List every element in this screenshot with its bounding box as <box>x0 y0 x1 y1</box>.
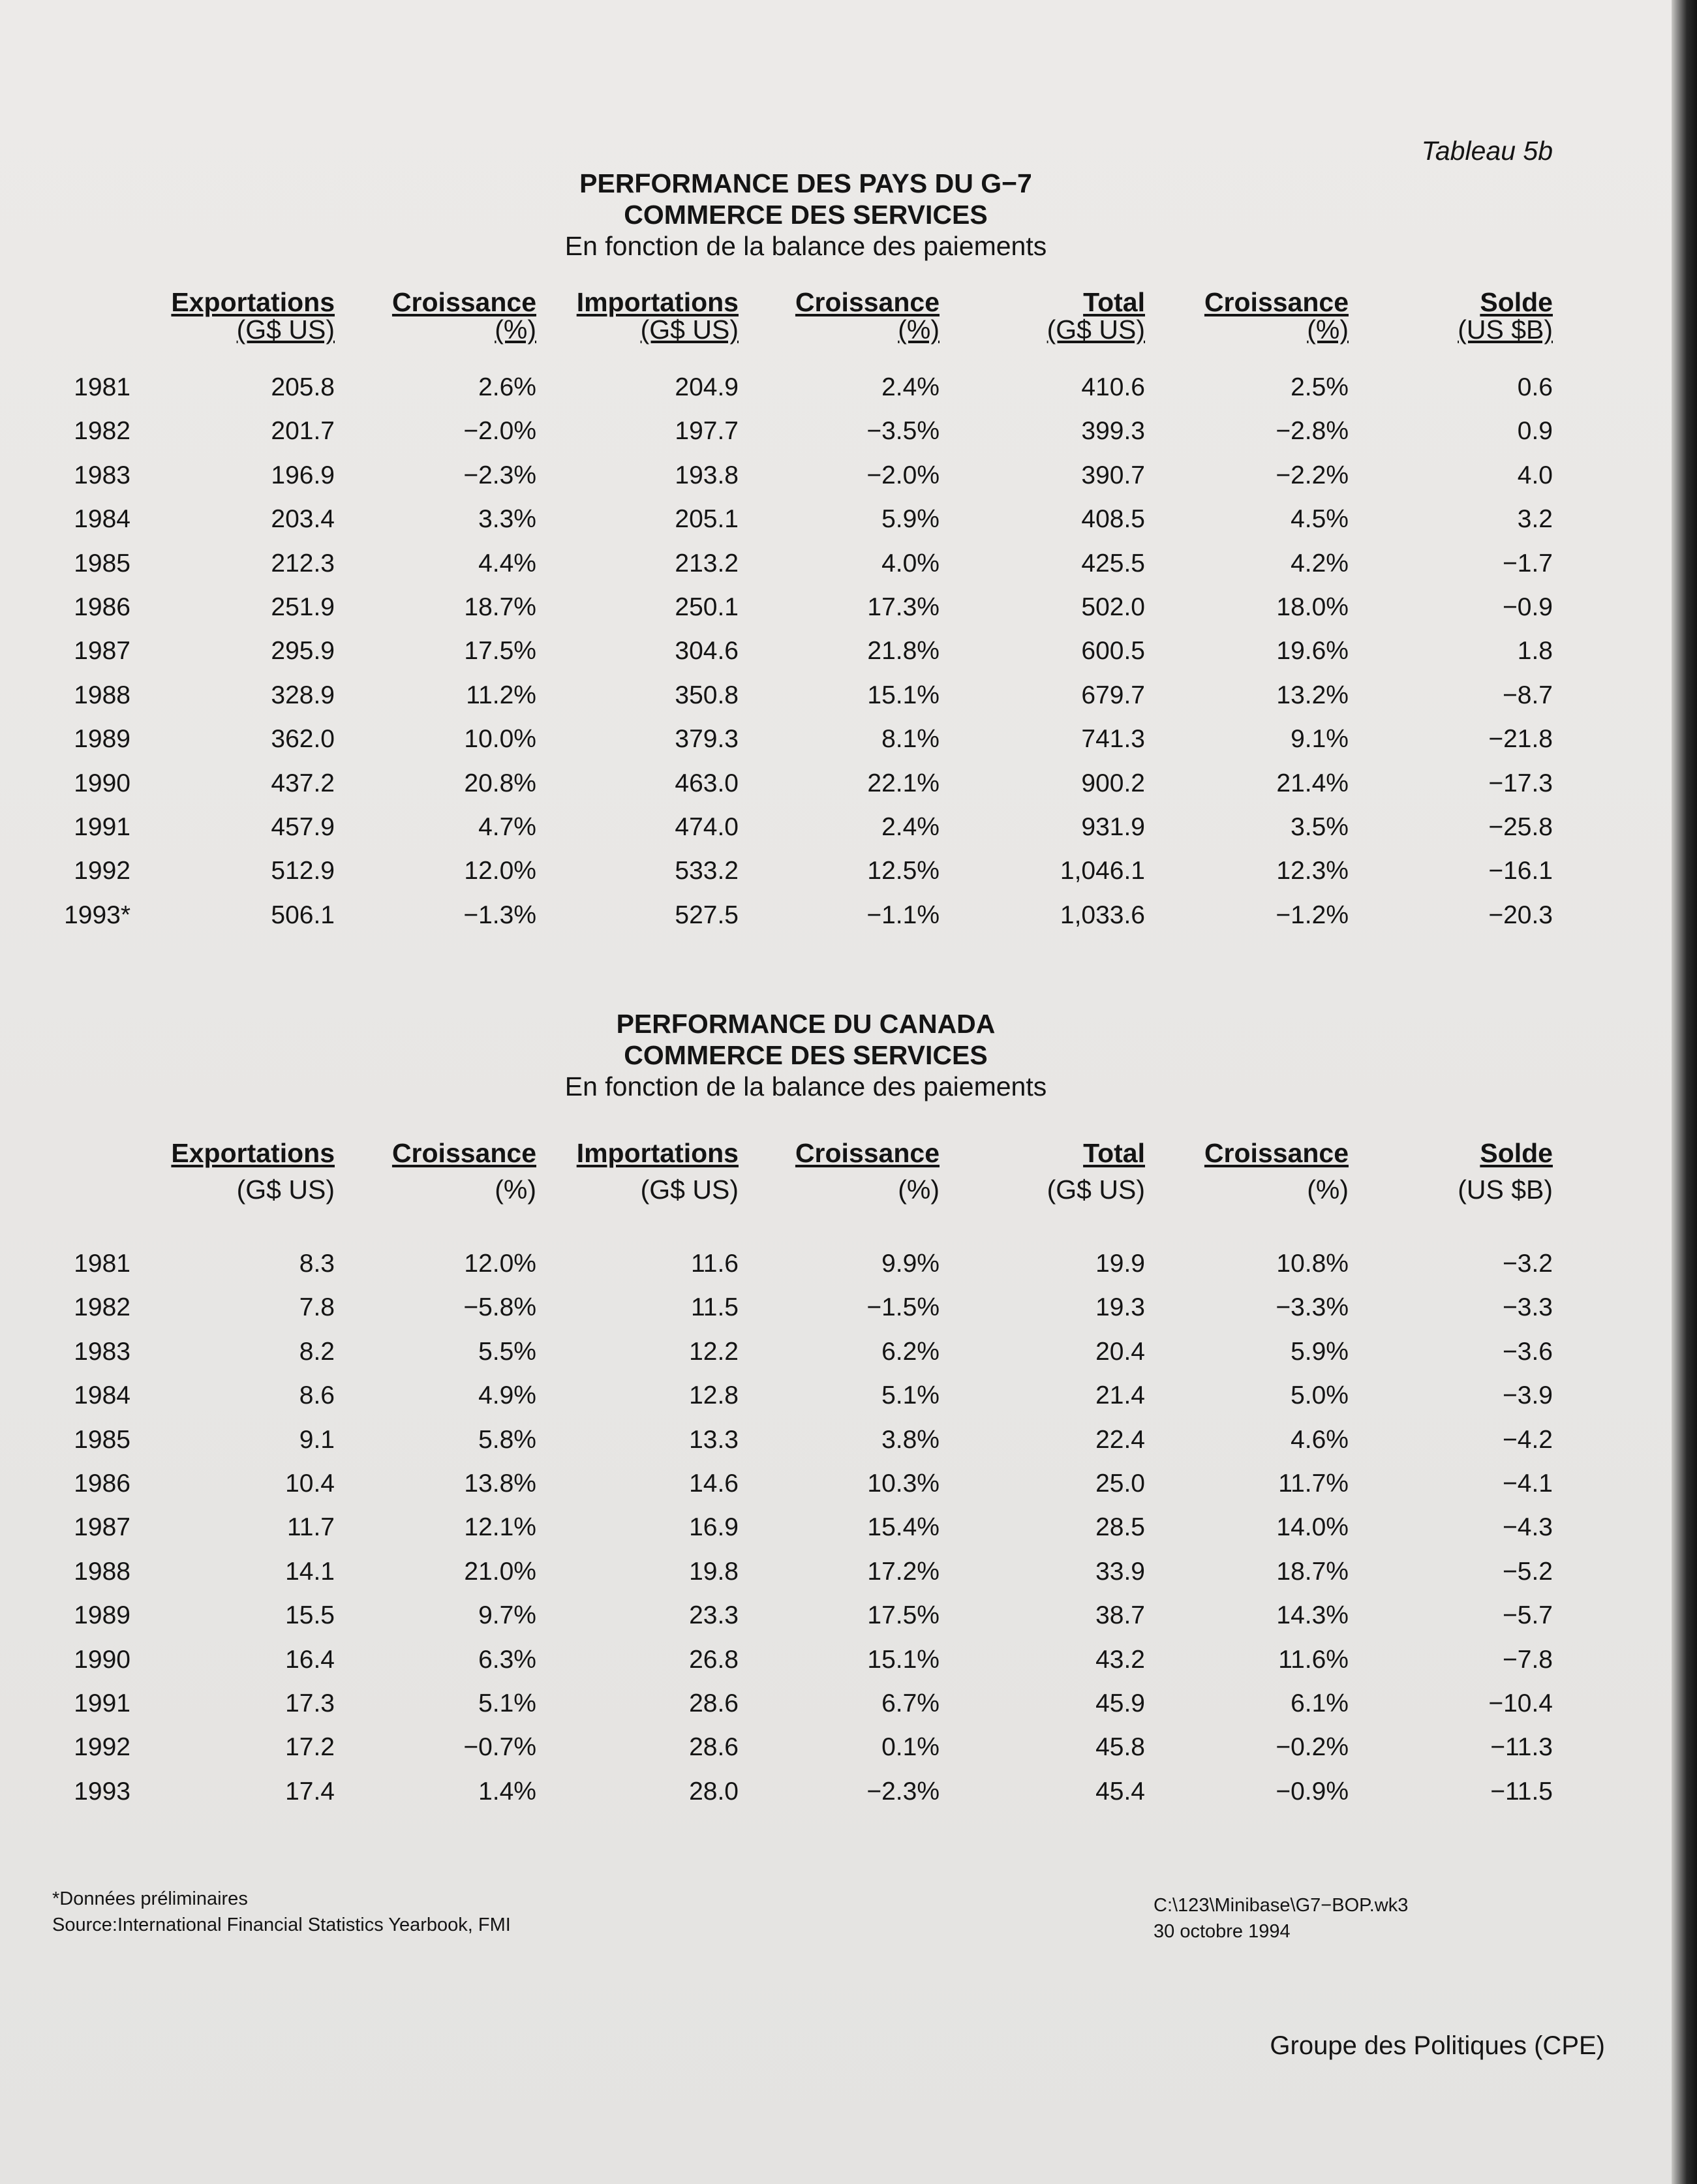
table-cell: −3.3 <box>1503 1293 1553 1322</box>
table-cell: −21.8 <box>1488 725 1553 754</box>
table-cell: 6.1% <box>1291 1689 1349 1717</box>
table-cell: 20.8% <box>464 769 536 797</box>
table-cell: 19.9 <box>1095 1250 1145 1278</box>
row-year: 1992 <box>74 1733 130 1762</box>
g7-col-unit: (US $B) <box>1458 315 1553 345</box>
table-cell: 527.5 <box>675 900 739 929</box>
table-cell: 4.7% <box>478 813 536 841</box>
table-cell: 17.3% <box>867 593 940 621</box>
table-cell: 205.1 <box>675 505 739 534</box>
table-cell: 362.0 <box>271 725 335 754</box>
preliminary-note: *Données préliminaires <box>52 1888 248 1909</box>
table-cell: −4.1 <box>1503 1469 1553 1498</box>
table-cell: 5.5% <box>478 1337 536 1366</box>
row-year: 1984 <box>74 505 130 534</box>
table-row <box>0 1469 1631 1509</box>
table-cell: 8.6 <box>299 1381 335 1410</box>
table-cell: 11.7 <box>286 1513 335 1542</box>
g7-col-label: Exportations <box>171 287 335 317</box>
table-cell: −11.3 <box>1490 1733 1553 1762</box>
table-cell: 10.4 <box>285 1469 335 1498</box>
table-cell: 295.9 <box>271 637 335 666</box>
table-cell: 11.6% <box>1278 1645 1349 1674</box>
canada-col-unit: (%) <box>1307 1175 1349 1205</box>
canada-col-label: Croissance <box>391 1138 536 1168</box>
g7-col-label: Croissance <box>391 287 536 317</box>
table-cell: 9.9% <box>881 1250 940 1278</box>
table-cell: 12.2 <box>689 1337 739 1366</box>
table-cell: 205.8 <box>271 373 335 401</box>
table-row <box>0 681 1631 720</box>
table-cell: 213.2 <box>675 549 739 577</box>
file-block <box>1154 1892 1408 1945</box>
canada-col-header <box>731 1138 940 1205</box>
table-cell: 11.2% <box>466 681 536 709</box>
g7-title: PERFORMANCE DES PAYS DU G−7 <box>579 168 1032 198</box>
table-cell: 6.7% <box>881 1689 940 1717</box>
row-year: 1983 <box>74 1337 130 1366</box>
table-cell: 2.6% <box>478 373 536 401</box>
table-cell: −2.0% <box>463 417 536 446</box>
table-cell: 1,046.1 <box>1060 857 1145 885</box>
table-cell: 193.8 <box>675 461 739 489</box>
g7-col-label: Importations <box>576 287 739 317</box>
table-cell: 15.5 <box>285 1601 335 1630</box>
table-cell: 3.5% <box>1291 813 1349 841</box>
table-cell: 14.6 <box>689 1469 739 1498</box>
table-tag: Tableau 5b <box>1421 136 1553 166</box>
canada-col-header <box>1344 1138 1553 1205</box>
file-date: 30 octobre 1994 <box>1154 1921 1291 1942</box>
canada-col-unit: (%) <box>898 1175 940 1205</box>
table-cell: −5.7 <box>1503 1601 1553 1630</box>
table-cell: −5.8% <box>463 1293 536 1322</box>
table-cell: −10.4 <box>1488 1689 1553 1717</box>
table-cell: 12.8 <box>689 1381 739 1410</box>
row-year: 1987 <box>74 637 130 666</box>
canada-title: PERFORMANCE DU CANADA <box>616 1009 996 1039</box>
table-cell: 16.4 <box>285 1645 335 1674</box>
table-cell: −3.3% <box>1276 1293 1349 1322</box>
row-year: 1982 <box>74 1293 130 1322</box>
table-cell: 502.0 <box>1081 593 1145 621</box>
row-year: 1986 <box>74 593 130 621</box>
canada-col-header <box>530 1138 739 1205</box>
table-cell: 26.8 <box>689 1645 739 1674</box>
table-cell: 21.0% <box>464 1557 536 1586</box>
table-cell: 390.7 <box>1081 461 1145 489</box>
table-cell: 18.7% <box>1276 1557 1349 1586</box>
table-cell: −11.5 <box>1490 1777 1553 1806</box>
g7-heading <box>0 168 1612 262</box>
file-path: C:\123\Minibase\G7−BOP.wk3 <box>1154 1895 1409 1916</box>
row-year: 1990 <box>74 1645 130 1674</box>
table-cell: 0.1% <box>881 1733 940 1762</box>
canada-col-label: Solde <box>1480 1138 1553 1168</box>
table-cell: 20.4 <box>1095 1337 1145 1366</box>
row-year: 1989 <box>74 725 130 754</box>
g7-subtitle: En fonction de la balance des paiements <box>564 231 1047 261</box>
table-cell: 11.7% <box>1278 1469 1349 1498</box>
table-row <box>0 1689 1631 1729</box>
table-cell: 17.5% <box>867 1601 940 1630</box>
table-row <box>0 461 1631 500</box>
table-row <box>0 1250 1631 1289</box>
table-cell: 12.5% <box>867 857 940 885</box>
table-cell: 506.1 <box>271 900 335 929</box>
table-cell: −3.2 <box>1503 1250 1553 1278</box>
group-name: Groupe des Politiques (CPE) <box>1270 2031 1605 2060</box>
table-cell: 45.4 <box>1095 1777 1145 1806</box>
table-cell: 15.4% <box>867 1513 940 1542</box>
g7-col-label: Croissance <box>1204 287 1349 317</box>
table-cell: 4.5% <box>1291 505 1349 534</box>
g7-col-label: Total <box>1083 287 1145 317</box>
canada-col-label: Importations <box>576 1138 739 1168</box>
g7-col-header <box>1344 287 1553 345</box>
table-cell: 28.0 <box>689 1777 739 1806</box>
row-year: 1993* <box>64 900 130 929</box>
table-cell: 350.8 <box>675 681 739 709</box>
table-cell: 425.5 <box>1081 549 1145 577</box>
canada-col-header <box>126 1138 335 1205</box>
table-cell: −8.7 <box>1503 681 1553 709</box>
table-cell: 900.2 <box>1081 769 1145 797</box>
g7-col-header <box>126 287 335 345</box>
table-cell: 1.4% <box>478 1777 536 1806</box>
table-cell: 4.0 <box>1517 461 1553 489</box>
table-cell: 6.2% <box>881 1337 940 1366</box>
g7-col-unit: (G$ US) <box>236 315 335 345</box>
row-year: 1986 <box>74 1469 130 1498</box>
table-cell: −0.9 <box>1503 593 1553 621</box>
canada-heading <box>0 1008 1612 1102</box>
table-row <box>0 373 1631 412</box>
table-row <box>0 857 1631 896</box>
table-cell: 0.9 <box>1517 417 1553 446</box>
table-row <box>0 1733 1631 1772</box>
table-cell: 3.8% <box>881 1425 940 1454</box>
table-cell: 410.6 <box>1081 373 1145 401</box>
table-cell: −2.8% <box>1276 417 1349 446</box>
table-cell: 12.0% <box>464 857 536 885</box>
row-year: 1981 <box>74 1250 130 1278</box>
table-cell: 12.0% <box>464 1250 536 1278</box>
canada-col-header <box>328 1138 536 1205</box>
table-cell: 15.1% <box>867 1645 940 1674</box>
row-year: 1981 <box>74 373 130 401</box>
table-cell: 204.9 <box>675 373 739 401</box>
table-cell: 4.6% <box>1291 1425 1349 1454</box>
table-cell: 250.1 <box>675 593 739 621</box>
table-cell: 19.8 <box>689 1557 739 1586</box>
table-cell: 22.4 <box>1095 1425 1145 1454</box>
table-row <box>0 593 1631 632</box>
row-year: 1985 <box>74 549 130 577</box>
table-cell: 741.3 <box>1081 725 1145 754</box>
table-cell: 10.8% <box>1276 1250 1349 1278</box>
row-year: 1988 <box>74 1557 130 1586</box>
table-cell: 8.2 <box>299 1337 335 1366</box>
table-cell: 2.4% <box>881 813 940 841</box>
table-cell: 5.0% <box>1291 1381 1349 1410</box>
table-row <box>0 505 1631 544</box>
table-cell: 196.9 <box>271 461 335 489</box>
table-cell: 1.8 <box>1517 637 1553 666</box>
g7-title-2: COMMERCE DES SERVICES <box>624 200 988 230</box>
table-cell: 21.4% <box>1276 769 1349 797</box>
table-cell: 7.8 <box>299 1293 335 1322</box>
table-cell: 23.3 <box>689 1601 739 1630</box>
table-cell: 19.6% <box>1276 637 1349 666</box>
table-cell: 19.3 <box>1095 1293 1145 1322</box>
table-row <box>0 1293 1631 1332</box>
canada-col-label: Exportations <box>171 1138 335 1168</box>
table-cell: −2.2% <box>1276 461 1349 489</box>
row-year: 1989 <box>74 1601 130 1630</box>
table-cell: 14.0% <box>1276 1513 1349 1542</box>
table-cell: 5.1% <box>478 1689 536 1717</box>
table-cell: 2.5% <box>1291 373 1349 401</box>
g7-col-header <box>936 287 1145 345</box>
g7-col-unit: (%) <box>898 315 940 345</box>
table-cell: 600.5 <box>1081 637 1145 666</box>
table-cell: −7.8 <box>1503 1645 1553 1674</box>
table-row <box>0 813 1631 852</box>
table-row <box>0 1601 1631 1640</box>
table-cell: 4.0% <box>881 549 940 577</box>
table-cell: −3.6 <box>1503 1337 1553 1366</box>
table-cell: 12.3% <box>1276 857 1349 885</box>
table-cell: 5.9% <box>881 505 940 534</box>
table-cell: 11.6 <box>690 1250 739 1278</box>
row-year: 1985 <box>74 1425 130 1454</box>
table-cell: −16.1 <box>1488 857 1553 885</box>
table-cell: 251.9 <box>271 593 335 621</box>
table-cell: 13.2% <box>1276 681 1349 709</box>
table-cell: 18.0% <box>1276 593 1349 621</box>
table-cell: 399.3 <box>1081 417 1145 446</box>
table-cell: 197.7 <box>675 417 739 446</box>
canada-col-unit: (%) <box>495 1175 536 1205</box>
table-cell: 43.2 <box>1095 1645 1145 1674</box>
table-cell: 33.9 <box>1095 1557 1145 1586</box>
row-year: 1987 <box>74 1513 130 1542</box>
table-cell: 4.2% <box>1291 549 1349 577</box>
g7-col-unit: (G$ US) <box>640 315 739 345</box>
table-cell: 10.0% <box>464 725 536 754</box>
page-edge <box>1672 0 1697 2184</box>
table-cell: 17.2% <box>867 1557 940 1586</box>
table-row <box>0 1381 1631 1421</box>
row-year: 1983 <box>74 461 130 489</box>
table-cell: −20.3 <box>1488 900 1553 929</box>
table-cell: 679.7 <box>1081 681 1145 709</box>
table-cell: 15.1% <box>867 681 940 709</box>
canada-title-2: COMMERCE DES SERVICES <box>624 1040 988 1070</box>
table-cell: −2.0% <box>866 461 940 489</box>
table-cell: 9.1% <box>1291 725 1349 754</box>
table-cell: 13.3 <box>689 1425 739 1454</box>
table-row <box>0 901 1631 940</box>
canada-subtitle: En fonction de la balance des paiements <box>564 1071 1047 1101</box>
table-cell: −2.3% <box>463 461 536 489</box>
g7-col-unit: (G$ US) <box>1047 315 1145 345</box>
table-cell: 38.7 <box>1095 1601 1145 1630</box>
table-cell: 328.9 <box>271 681 335 709</box>
table-cell: 14.1 <box>285 1557 335 1586</box>
g7-col-label: Croissance <box>795 287 940 317</box>
row-year: 1993 <box>74 1777 130 1806</box>
row-year: 1984 <box>74 1381 130 1410</box>
table-cell: −2.3% <box>866 1777 940 1806</box>
table-cell: 21.4 <box>1095 1381 1145 1410</box>
row-year: 1988 <box>74 681 130 709</box>
table-cell: −0.9% <box>1276 1777 1349 1806</box>
table-cell: 8.3 <box>299 1250 335 1278</box>
table-cell: 13.8% <box>464 1469 536 1498</box>
g7-col-header <box>1140 287 1349 345</box>
canada-col-label: Croissance <box>1204 1138 1349 1168</box>
table-cell: 379.3 <box>675 725 739 754</box>
table-cell: −4.3 <box>1503 1513 1553 1542</box>
table-cell: 9.1 <box>299 1425 335 1454</box>
table-cell: 474.0 <box>675 813 739 841</box>
table-cell: 4.9% <box>478 1381 536 1410</box>
table-row <box>0 637 1631 676</box>
table-cell: −3.5% <box>866 417 940 446</box>
table-row <box>0 1777 1631 1817</box>
table-cell: 5.8% <box>478 1425 536 1454</box>
table-cell: 21.8% <box>867 637 940 666</box>
table-cell: −5.2 <box>1503 1557 1553 1586</box>
canada-col-header <box>1140 1138 1349 1205</box>
table-cell: 3.2 <box>1517 505 1553 534</box>
table-cell: 28.5 <box>1095 1513 1145 1542</box>
table-cell: 11.5 <box>690 1293 739 1322</box>
table-cell: 25.0 <box>1095 1469 1145 1498</box>
table-cell: 8.1% <box>881 725 940 754</box>
table-cell: 3.3% <box>478 505 536 534</box>
table-cell: 17.3 <box>285 1689 335 1717</box>
table-cell: 28.6 <box>689 1733 739 1762</box>
source-note: Source:International Financial Statistics Yearbook, FMI <box>52 1915 511 1935</box>
table-cell: −1.5% <box>866 1293 940 1322</box>
table-cell: −0.7% <box>463 1733 536 1762</box>
row-year: 1982 <box>74 417 130 446</box>
table-row <box>0 1646 1631 1685</box>
canada-col-label: Total <box>1083 1138 1145 1168</box>
g7-col-label: Solde <box>1480 287 1553 317</box>
table-cell: −1.1% <box>866 900 940 929</box>
table-cell: 12.1% <box>464 1513 536 1542</box>
row-year: 1990 <box>74 769 130 797</box>
table-cell: −1.3% <box>463 900 536 929</box>
table-cell: 1,033.6 <box>1060 900 1145 929</box>
table-row <box>0 1426 1631 1465</box>
table-cell: 304.6 <box>675 637 739 666</box>
table-row <box>0 1338 1631 1377</box>
table-row <box>0 725 1631 764</box>
g7-col-header <box>328 287 536 345</box>
table-cell: −17.3 <box>1488 769 1553 797</box>
table-cell: −1.2% <box>1276 900 1349 929</box>
table-cell: 16.9 <box>689 1513 739 1542</box>
g7-col-header <box>530 287 739 345</box>
table-cell: −25.8 <box>1488 813 1553 841</box>
g7-col-unit: (%) <box>495 315 536 345</box>
table-cell: 408.5 <box>1081 505 1145 534</box>
table-cell: 17.5% <box>464 637 536 666</box>
canada-col-header <box>936 1138 1145 1205</box>
table-cell: 203.4 <box>271 505 335 534</box>
table-cell: 931.9 <box>1081 813 1145 841</box>
canada-col-label: Croissance <box>795 1138 940 1168</box>
table-cell: −0.2% <box>1276 1733 1349 1762</box>
table-cell: 10.3% <box>867 1469 940 1498</box>
table-row <box>0 549 1631 589</box>
row-year: 1991 <box>74 813 130 841</box>
row-year: 1992 <box>74 857 130 885</box>
canada-col-unit: (G$ US) <box>1047 1175 1145 1205</box>
table-cell: 212.3 <box>271 549 335 577</box>
table-row <box>0 417 1631 456</box>
table-cell: 4.4% <box>478 549 536 577</box>
canada-col-unit: (US $B) <box>1458 1175 1553 1205</box>
table-cell: 28.6 <box>689 1689 739 1717</box>
table-cell: 22.1% <box>867 769 940 797</box>
table-row <box>0 1513 1631 1552</box>
table-cell: 512.9 <box>271 857 335 885</box>
footnote-block <box>52 1886 511 1938</box>
table-cell: 463.0 <box>675 769 739 797</box>
canada-col-unit: (G$ US) <box>236 1175 335 1205</box>
row-year: 1991 <box>74 1689 130 1717</box>
table-cell: 533.2 <box>675 857 739 885</box>
table-cell: 9.7% <box>478 1601 536 1630</box>
table-cell: 17.4 <box>285 1777 335 1806</box>
table-cell: −4.2 <box>1503 1425 1553 1454</box>
table-cell: 45.8 <box>1095 1733 1145 1762</box>
table-cell: 14.3% <box>1276 1601 1349 1630</box>
table-row <box>0 769 1631 808</box>
table-cell: 201.7 <box>271 417 335 446</box>
table-cell: 2.4% <box>881 373 940 401</box>
table-cell: 0.6 <box>1517 373 1553 401</box>
table-cell: 5.1% <box>881 1381 940 1410</box>
table-cell: 45.9 <box>1095 1689 1145 1717</box>
table-cell: 437.2 <box>271 769 335 797</box>
table-cell: 457.9 <box>271 813 335 841</box>
g7-col-header <box>731 287 940 345</box>
table-cell: 5.9% <box>1291 1337 1349 1366</box>
table-cell: 18.7% <box>464 593 536 621</box>
table-cell: −1.7 <box>1503 549 1553 577</box>
table-row <box>0 1558 1631 1597</box>
canada-col-unit: (G$ US) <box>640 1175 739 1205</box>
table-cell: 6.3% <box>478 1645 536 1674</box>
table-cell: 17.2 <box>285 1733 335 1762</box>
g7-col-unit: (%) <box>1307 315 1349 345</box>
table-cell: −3.9 <box>1503 1381 1553 1410</box>
